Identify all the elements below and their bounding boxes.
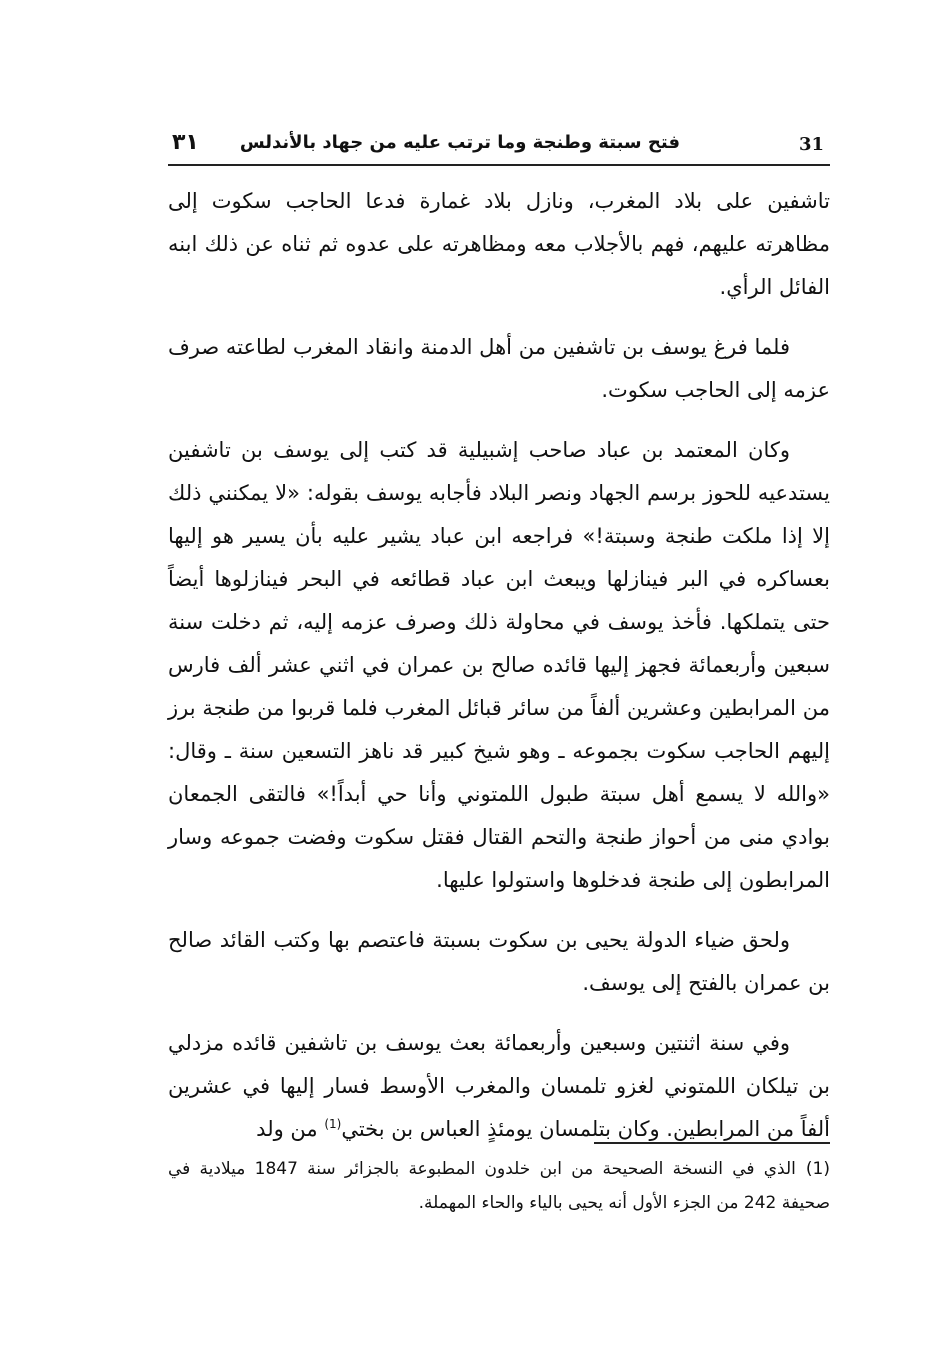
paragraph: تاشفين على بلاد المغرب، ونازل بلاد غمارة فدعا الحاجب سكوت إلى مظاهرته عليهم، فهم بالأجلاب معه ومظاهرته على عدوه ثم ثناه عن ذلك ابنه الفائل الرأي. [168, 189, 830, 299]
running-title: فتح سبتة وطنجة وما ترتب عليه من جهاد بالأندلس [239, 132, 680, 153]
footnotes [168, 1152, 830, 1220]
paragraph-text: وفي سنة اثنتين وسبعين وأربعمائة بعث يوسف بن تاشفين قائده مزدلي بن تيلكان اللمتوني لغزو تلمسان والمغرب الأوسط فسار إليها في عشرين ألفاً من المرابطين. وكان بتلمسان يومئذٍ العباس بن بختي [168, 1031, 830, 1141]
page-header [168, 128, 830, 164]
paragraph: ولحق ضياء الدولة يحيى بن سكوت بسبتة فاعتصم بها وكتب القائد صالح بن عمران بالفتح إلى يوسف. [168, 928, 830, 995]
footnote-reference[interactable]: (1) [324, 1117, 342, 1131]
paragraph-with-footnote-ref [168, 1022, 830, 1151]
page-number-latin: 31 [798, 134, 824, 155]
footnote-text: الذي في النسخة الصحيحة من ابن خلدون المطبوعة بالجزائر سنة 1847 ميلادية في صحيفة 242 من الجزء الأول أنه يحيى بالياء والحاء المهملة. [168, 1159, 830, 1213]
header-rule [168, 164, 830, 166]
page-number-arabic: ٣١ [172, 130, 199, 155]
paragraph-text-tail: من ولد [256, 1117, 325, 1141]
paragraph: فلما فرغ يوسف بن تاشفين من أهل الدمنة وانقاد المغرب لطاعته صرف عزمه إلى الحاجب سكوت. [168, 335, 830, 402]
body-text [168, 180, 830, 1168]
footnote-item [168, 1152, 830, 1220]
paragraph: وكان المعتمد بن عباد صاحب إشبيلية قد كتب إلى يوسف بن تاشفين يستدعيه للحوز برسم الجهاد ونصر البلاد فأجابه يوسف بقوله: «لا يمكنني ذلك إلا إذا ملكت طنجة وسبتة!» فراجعه ابن عباد يشير عليه بأن يسير هو إليها بعساكره في البر فينازلها ويبعث ابن عباد قطائعه في البحر فينازلوها أيضاً حتى يتملكها. فأخذ يوسف في محاولة ذلك وصرف عزمه إليه، ثم دخلت سنة سبعين وأربعمائة فجهز إليها قائده صالح بن عمران في اثني عشر ألف فارس من المرابطين وعشرين ألفاً من سائر قبائل المغرب فلما قربوا من طنجة برز إليهم الحاجب سكوت بجموعه ـ وهو شيخ كبير قد ناهز التسعين سنة ـ وقال: «والله لا يسمع أهل سبتة طبول اللمتوني وأنا حي أبداً!» فالتقى الجمعان بوادي منى من أحواز طنجة والتحم القتال فقتل سكوت وفضت جموعه وسار المرابطون إلى طنجة فدخلوها واستولوا عليها. [168, 438, 830, 892]
footnote-rule [594, 1142, 830, 1144]
footnote-marker: (1) [805, 1159, 830, 1179]
